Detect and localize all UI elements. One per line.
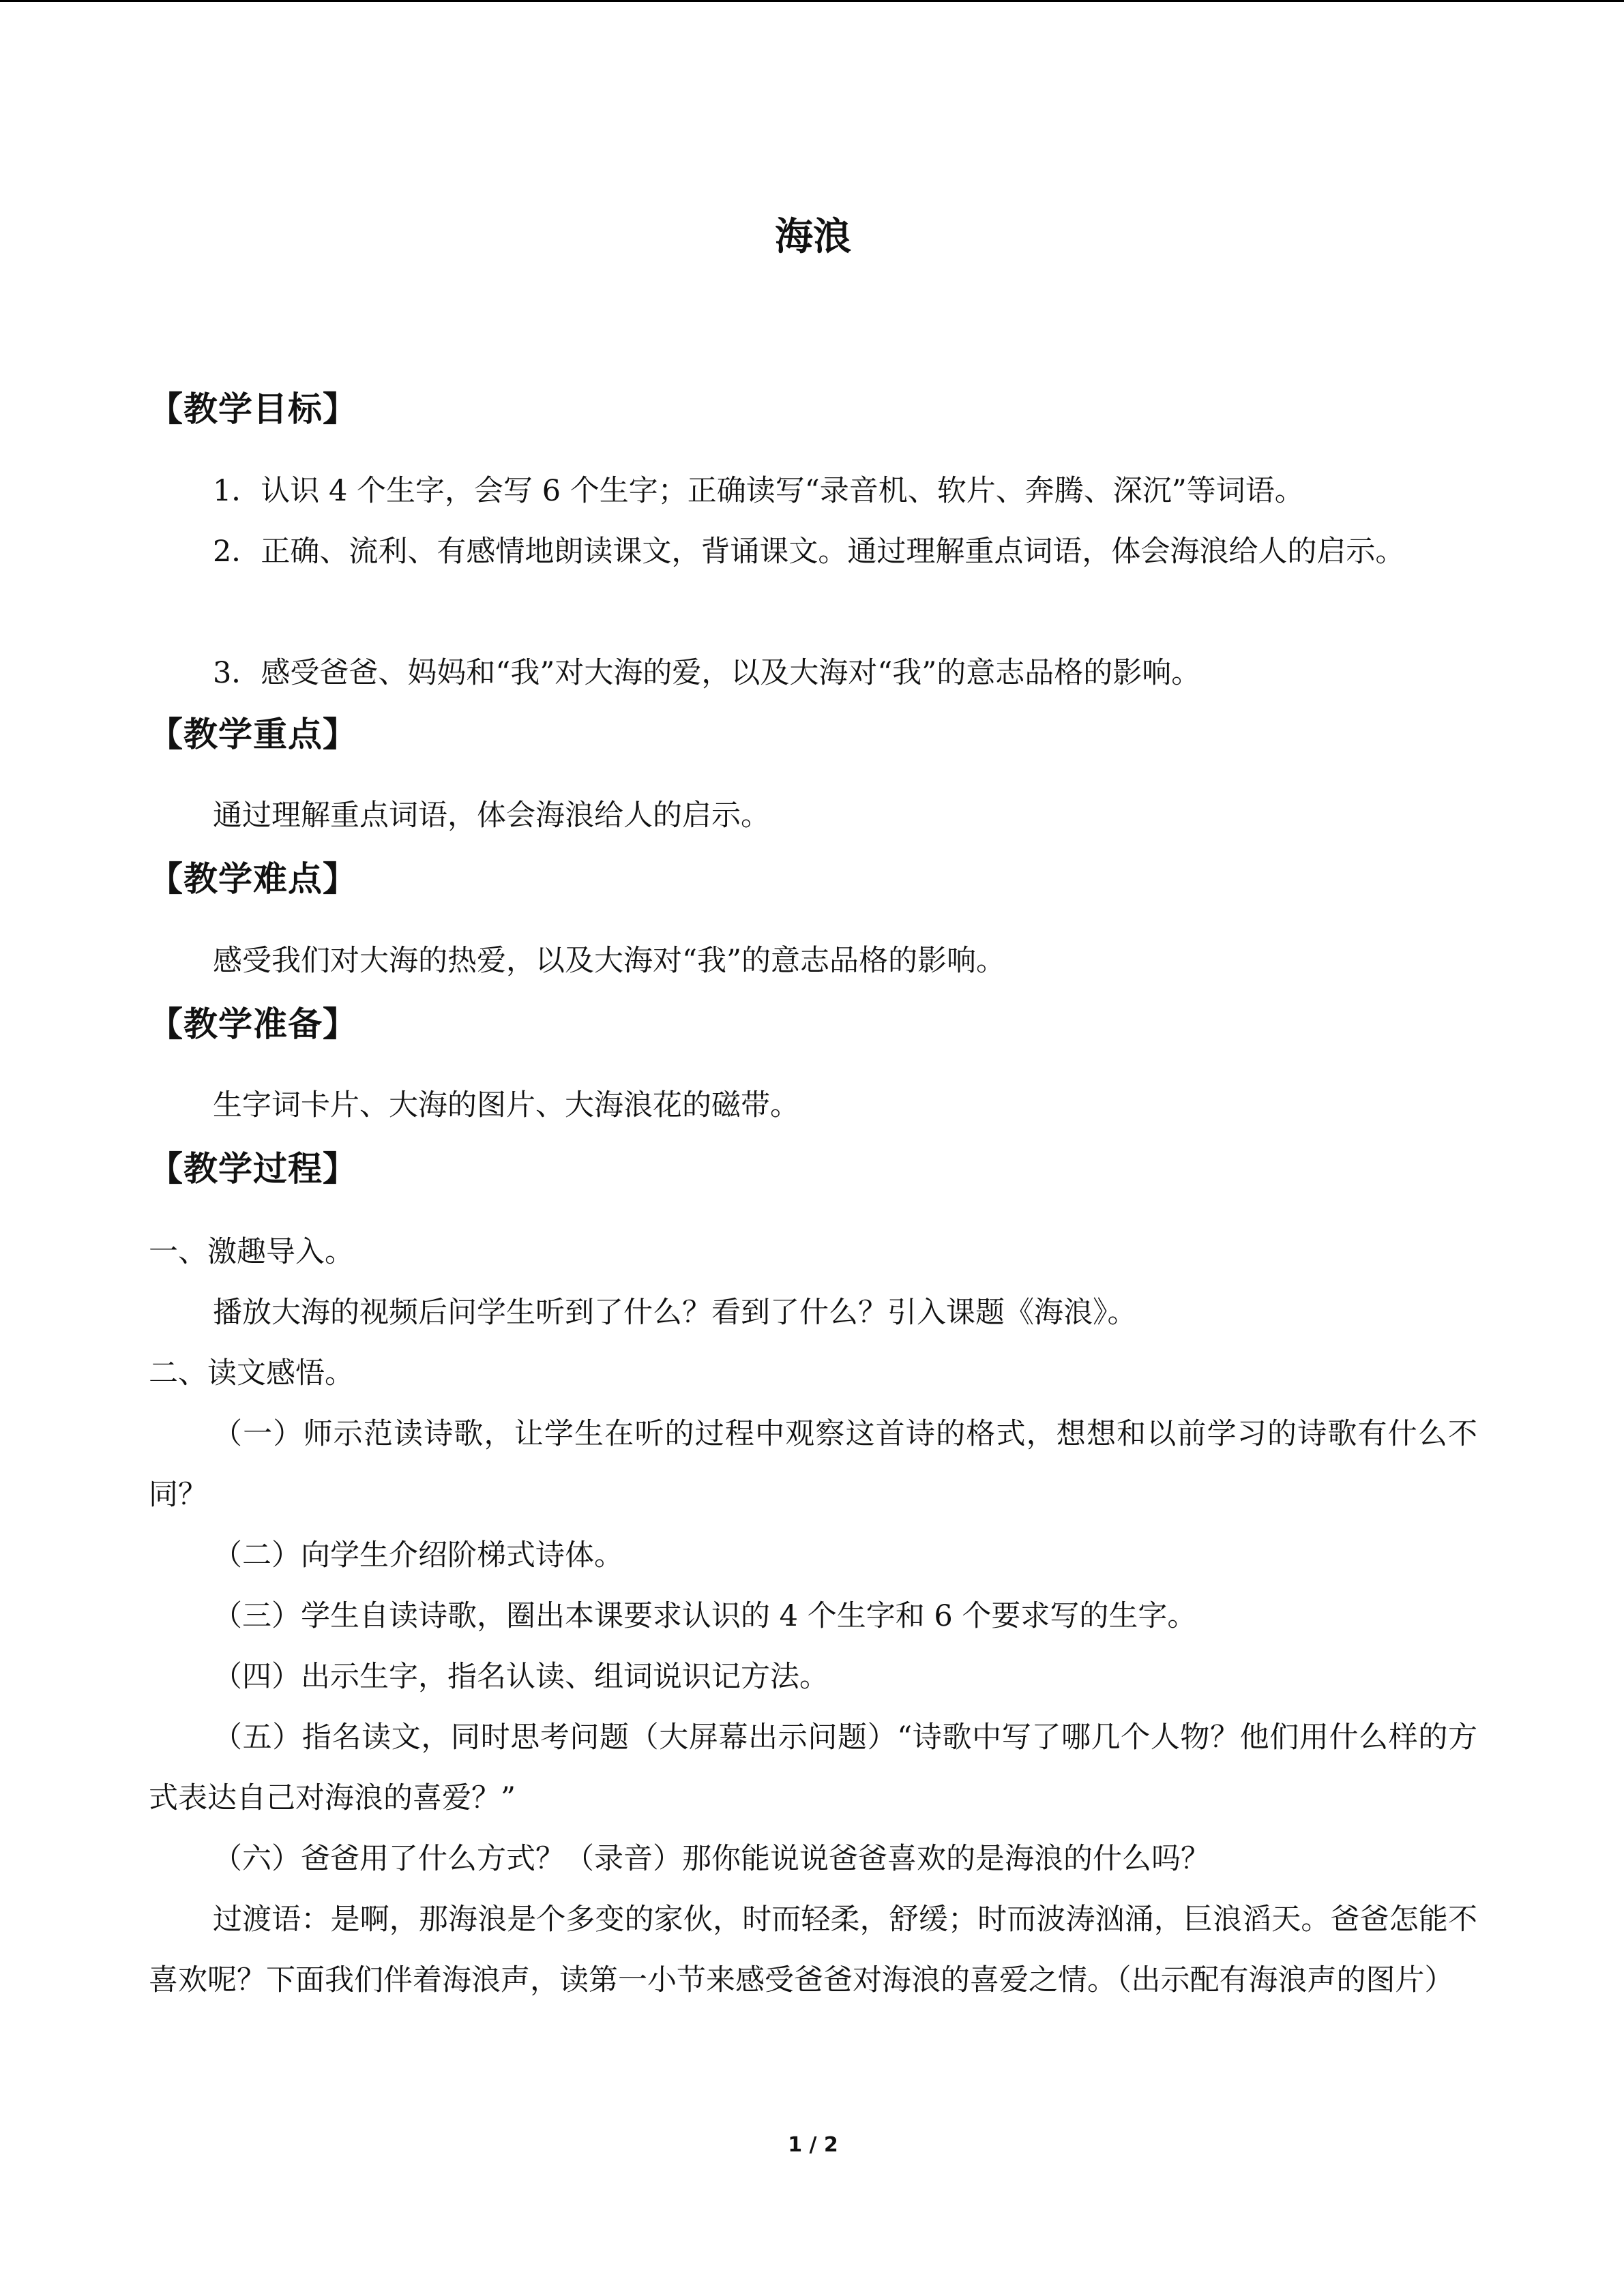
- document-page: [149, 0, 1477, 2296]
- goal-item-2: 2．正确、流利、有感情地朗读课文，背诵课文。通过理解重点词语，体会海浪给人的启示。: [213, 535, 1405, 569]
- process-sub-item-2: （二）向学生介绍阶梯式诗体。: [213, 1538, 623, 1572]
- preparation-text: 生字词卡片、大海的图片、大海浪花的磁带。: [213, 1088, 799, 1122]
- section-heading-key-points: 【教学重点】: [149, 715, 357, 754]
- process-sub-item-1: （一）师示范读诗歌，让学生在听的过程中观察这首诗的格式，想想和以前学习的诗歌有什么不同？: [149, 1417, 1477, 1512]
- section-heading-process: 【教学过程】: [149, 1149, 357, 1189]
- document-title: 海浪: [775, 215, 851, 259]
- goal-item-1: 1．认识 4 个生字，会写 6 个生字；正确读写“录音机、软片、奔腾、深沉”等词语。: [213, 474, 1304, 508]
- process-sub-item-5: （五）指名读文，同时思考问题（大屏幕出示问题）“诗歌中写了哪几个人物？他们用什么样的方式表达自己对海浪的喜爱？”: [149, 1720, 1477, 1815]
- section-heading-preparation: 【教学准备】: [149, 1004, 357, 1044]
- process-sub-item-4: （四）出示生字，指名认读、组词说识记方法。: [213, 1660, 829, 1694]
- process-sub-item-6: （六）爸爸用了什么方式？（录音）那你能说说爸爸喜欢的是海浪的什么吗？: [213, 1842, 1210, 1876]
- process-transition-text: 过渡语：是啊，那海浪是个多变的家伙，时而轻柔，舒缓；时而波涛汹涌，巨浪滔天。爸爸怎能不喜欢呢？下面我们伴着海浪声，读第一小节来感受爸爸对海浪的喜爱之情。（出示配有海浪声的图片）: [149, 1903, 1477, 1997]
- page-number: 1 / 2: [788, 2133, 838, 2157]
- process-step-1-title: 一、激趣导入。: [149, 1235, 354, 1269]
- process-step-1-text: 播放大海的视频后问学生听到了什么？看到了什么？引入课题《海浪》。: [213, 1296, 1137, 1330]
- section-heading-difficulties: 【教学难点】: [149, 859, 357, 899]
- key-points-text: 通过理解重点词语，体会海浪给人的启示。: [213, 799, 770, 833]
- process-step-2-title: 二、读文感悟。: [149, 1356, 354, 1390]
- section-heading-goals: 【教学目标】: [149, 389, 357, 429]
- process-sub-item-3: （三）学生自读诗歌，圈出本课要求认识的 4 个生字和 6 个要求写的生字。: [213, 1599, 1197, 1633]
- difficulties-text: 感受我们对大海的热爱，以及大海对“我”的意志品格的影响。: [213, 944, 1005, 978]
- goal-item-3: 3．感受爸爸、妈妈和“我”对大海的爱，以及大海对“我”的意志品格的影响。: [213, 656, 1201, 690]
